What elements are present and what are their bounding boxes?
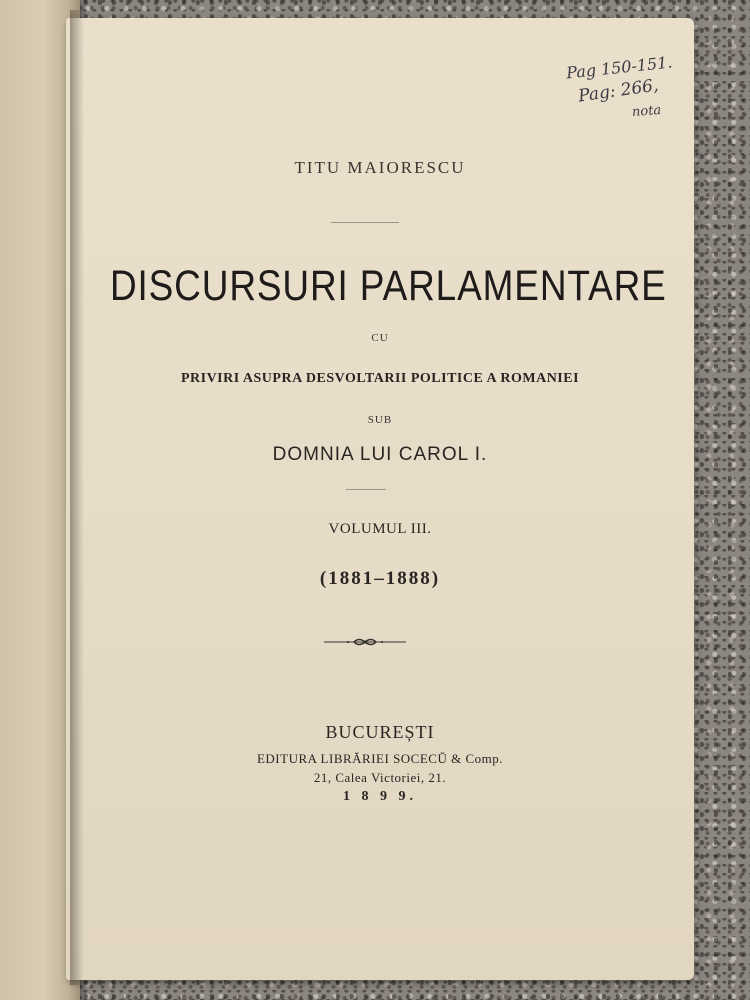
connector-cu: CU (371, 332, 389, 344)
imprint-city: BUCUREȘTI (325, 722, 435, 742)
book-subtitle: PRIVIRI ASUPRA DESVOLTARII POLITICE A ROMANIEI (180, 371, 580, 386)
ornament-divider-icon (324, 635, 406, 649)
handwritten-note-line-1: Pag 150-151. (565, 52, 674, 83)
author-name: TITU MAIORESCU (294, 158, 466, 177)
connector-sub: SUB (367, 414, 393, 426)
handwritten-note-line-2: Pag: 266, (577, 75, 660, 107)
volume-years: (1881–1888) (319, 568, 441, 589)
imprint-year: 1 8 9 9. (343, 789, 417, 804)
volume-number: VOLUMUL III. (328, 521, 432, 537)
divider-rule-top (331, 222, 399, 223)
imprint-address: 21, Calea Victoriei, 21. (313, 770, 447, 785)
imprint-publisher: EDITURA LIBRĂRIEI SOCECŬ & Comp. (256, 751, 504, 766)
title-page (66, 18, 694, 980)
reign-line: DOMNIA LUI CAROL I. (272, 444, 488, 465)
book-title: DISCURSURI PARLAMENTARE (109, 262, 667, 310)
handwritten-note-line-3: nota (631, 103, 662, 120)
divider-rule-middle (346, 489, 386, 490)
binding-shadow (70, 10, 84, 985)
